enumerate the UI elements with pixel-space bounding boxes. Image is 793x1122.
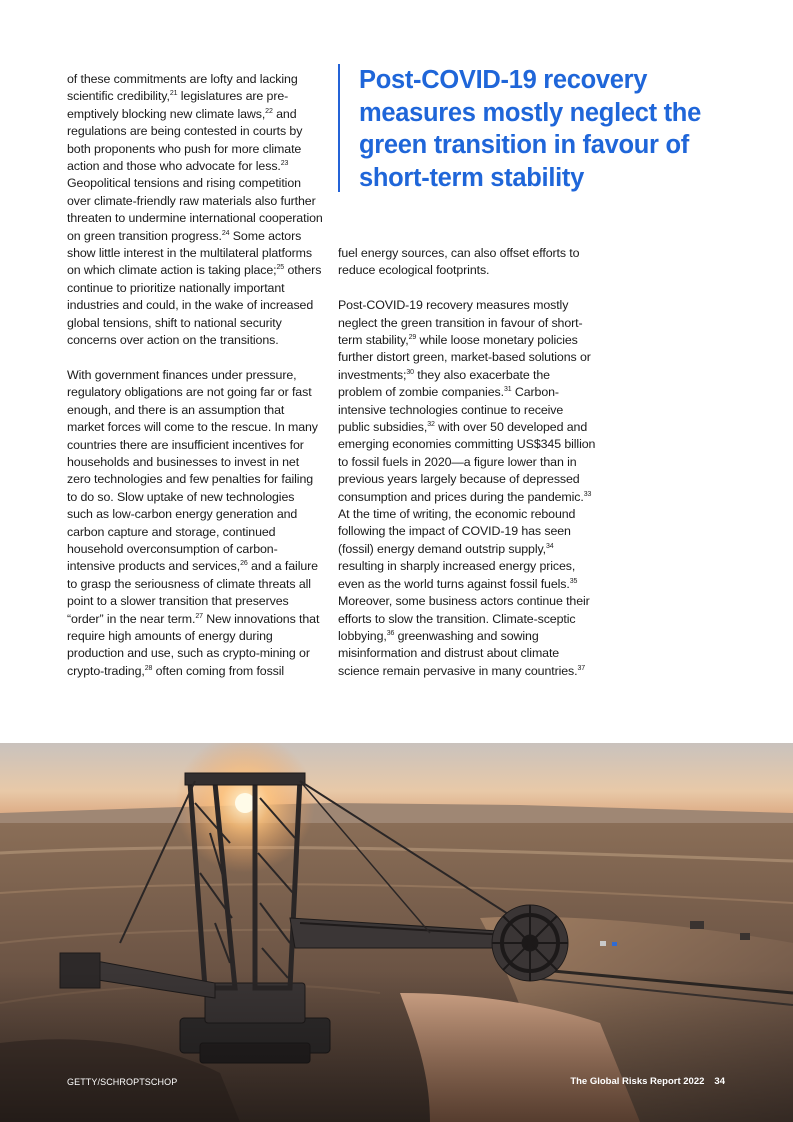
section-heading-block [338, 64, 728, 192]
text-run: greenwashing and sowing misinformation and distrust about climate science remain pervasive in many countries. [338, 628, 578, 678]
page-footer [570, 1076, 725, 1087]
text-run: while loose monetary policies further distort green, market-based solutions or investments; [338, 333, 591, 382]
text-run: often coming from fossil [152, 663, 285, 678]
footnote-ref: 37 [577, 664, 586, 672]
text-run: with over 50 developed and emerging economies committing US$345 billion to fossil fuels in 2020—a figure lower than in previous years largely because of depressed consumption and prices during the pandemic. [338, 420, 596, 504]
paragraph [67, 367, 323, 680]
text-run: New innovations that require high amounts of energy during production and use, such as crypto-mining or crypto-trading, [67, 611, 320, 678]
text-run: With government finances under pressure, regulatory obligations are not going far or fast enough, and there is an assumption that market forces will come to the rescue. In many countries there are insufficient incentives for households and businesses to invest in net zero technologies and few penalties for failing to do so. Slow uptake of new technologies such as low-carbon energy generation and carbon capture and storage, continued household overconsumption of carbon-intensive products and services, [67, 367, 318, 574]
report-title: The Global Risks Report 2022 [570, 1076, 705, 1087]
text-run: Post-COVID-19 recovery measures mostly neglect the green transition in favour of short-term stability, [338, 298, 583, 348]
footnote-ref: 35 [569, 577, 578, 585]
footnote-ref: 31 [503, 386, 512, 394]
page-number: 34 [714, 1076, 725, 1087]
footnote-ref: 33 [583, 490, 592, 498]
bucket-wheel-excavator-illustration [0, 743, 793, 1122]
footnote-ref: 26 [240, 560, 248, 568]
text-run: they also exacerbate the problem of zombie companies. [338, 367, 550, 400]
text-run: Moreover, some business actors continue their efforts to slow the transition. Climate-sceptic lobbying, [338, 594, 590, 643]
text-run: At the time of writing, the economic rebound following the impact of COVID-19 has seen (fossil) energy demand outstrip supply, [338, 507, 576, 556]
footnote-ref: 28 [144, 664, 153, 672]
right-text-column [338, 245, 596, 698]
left-text-column [67, 71, 323, 698]
footnote-ref: 22 [265, 107, 273, 115]
text-run: and a failure to grasp the seriousness of climate threats all point to a slower transition that preserves “order” in the near term. [67, 559, 318, 626]
text-run: fuel energy sources, can also offset efforts to reduce ecological footprints. [338, 246, 580, 278]
footnote-ref: 23 [280, 160, 289, 168]
footnote-ref: 29 [408, 334, 417, 342]
photo-credit: GETTY/SCHROPTSCHOP [67, 1077, 178, 1087]
footnote-ref: 21 [169, 90, 178, 98]
text-run: legislatures are pre-emptively blocking new climate laws, [67, 89, 289, 121]
text-run: Some actors show little interest in the multilateral platforms on which climate action is taking place; [67, 228, 312, 278]
text-run: Geopolitical tensions and rising competition over climate-friendly raw materials also further threaten to undermine international cooperation on green transition progress. [67, 176, 323, 243]
paragraph [338, 297, 596, 680]
paragraph [338, 245, 596, 280]
footnote-ref: 36 [386, 629, 395, 637]
text-run: of these commitments are lofty and lacking scientific credibility, [67, 72, 298, 104]
footnote-ref: 27 [195, 612, 203, 620]
footnote-ref: 32 [427, 421, 435, 429]
footnote-ref: 24 [221, 229, 230, 237]
text-run: and regulations are being contested in courts by both proponents who push for more climate action and those who advocate for less. [67, 106, 303, 174]
footnote-ref: 34 [546, 542, 554, 550]
section-heading: Post-COVID-19 recovery measures mostly neglect the green transition in favour of short-term stability [359, 66, 701, 192]
text-run: others continue to prioritize nationally important industries and could, in the wake of increased global tensions, shift to national security concerns over action on the transitions. [67, 263, 322, 348]
text-run: resulting in sharply increased energy prices, even as the world turns against fossil fuels. [338, 559, 576, 591]
footnote-ref: 25 [276, 264, 285, 272]
mining-excavator-photo [0, 743, 793, 1122]
text-run: Carbon-intensive technologies continue to receive public subsidies, [338, 385, 564, 435]
paragraph [67, 71, 323, 350]
footnote-ref: 30 [406, 368, 414, 376]
